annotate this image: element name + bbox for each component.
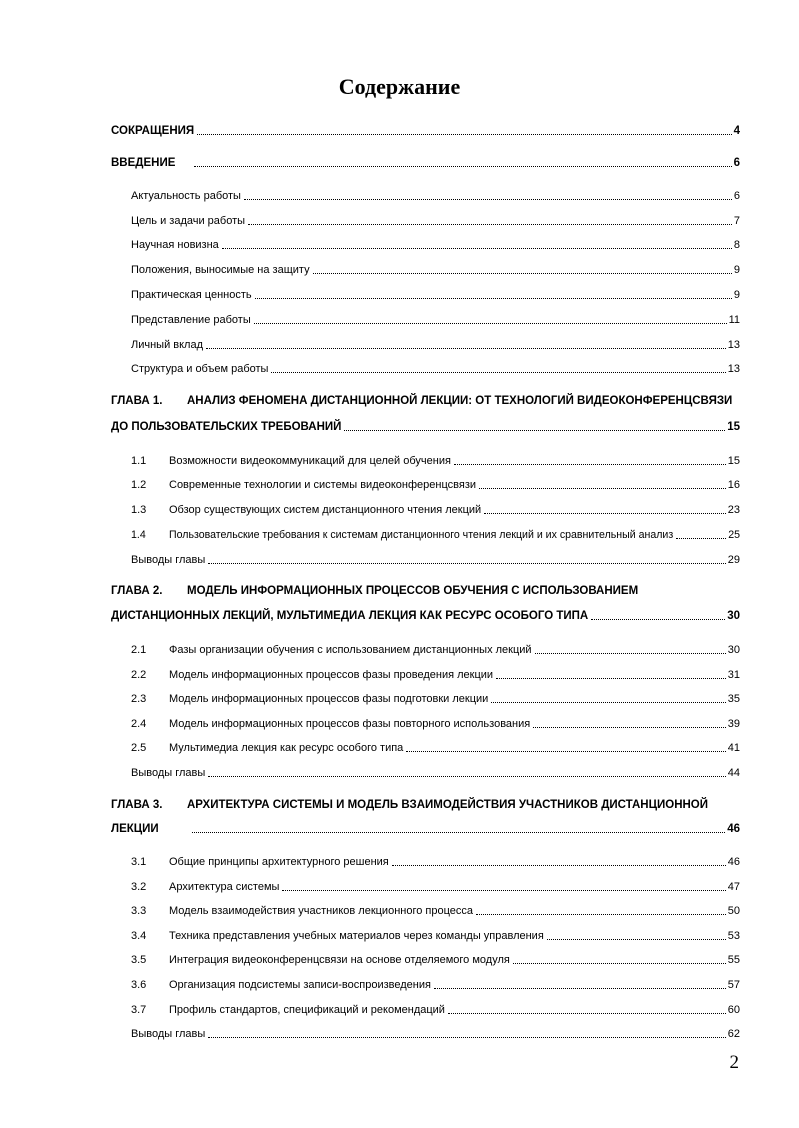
toc-entry-practical-value[interactable] <box>111 284 740 302</box>
toc-entry-contribution[interactable] <box>111 334 740 352</box>
chapter-title-line1: МОДЕЛЬ ИНФОРМАЦИОННЫХ ПРОЦЕССОВ ОБУЧЕНИЯ С ИСПОЛЬЗОВАНИЕМ <box>187 585 639 597</box>
toc-section-1-3[interactable] <box>111 499 740 517</box>
toc-section-1-2[interactable] <box>111 474 740 492</box>
toc-entry-label: Научная новизна <box>131 239 219 251</box>
chapter-number: ГЛАВА 1. <box>111 395 163 407</box>
section-number: 3.2 <box>131 881 147 893</box>
toc-entry-label: Мультимедиа лекция как ресурс особого типа <box>169 742 404 754</box>
toc-entry-page: 15 <box>727 421 740 433</box>
section-number: 2.1 <box>131 644 147 656</box>
toc-section-3-4[interactable] <box>111 925 740 943</box>
section-number: 3.6 <box>131 979 147 991</box>
toc-entry-page: 6 <box>733 157 740 169</box>
dot-leader <box>208 776 725 777</box>
toc-entry-page: 55 <box>727 954 740 966</box>
toc-entry-label: Цель и задачи работы <box>131 215 246 227</box>
dot-leader <box>192 832 726 833</box>
toc-entry-introduction[interactable] <box>111 152 740 170</box>
toc-entry-label: Актуальность работы <box>131 190 241 202</box>
toc-entry-label: Общие принципы архитектурного решения <box>169 856 389 868</box>
toc-section-1-1[interactable] <box>111 450 740 468</box>
toc-entry-label: Профиль стандартов, спецификаций и рекомендаций <box>169 1004 445 1016</box>
toc-entry-relevance[interactable] <box>111 185 740 203</box>
page-title: Содержание <box>338 74 461 99</box>
dot-leader <box>254 323 727 324</box>
dot-leader <box>282 890 725 891</box>
chapter-title-line2: ДО ПОЛЬЗОВАТЕЛЬСКИХ ТРЕБОВАНИЙ <box>111 421 342 433</box>
dot-leader <box>313 273 732 274</box>
toc-section-2-5[interactable] <box>111 737 740 755</box>
dot-leader <box>208 1037 725 1038</box>
dot-leader <box>271 372 725 373</box>
toc-entry-page: 62 <box>727 1028 740 1040</box>
toc-entry-page: 4 <box>733 125 740 137</box>
toc-entry-page: 15 <box>727 455 740 467</box>
toc-section-3-1[interactable] <box>111 851 740 869</box>
toc-entry-page: 39 <box>727 718 740 730</box>
toc-entry-label: Современные технологии и системы видеоконференцсвязи <box>169 479 477 491</box>
dot-leader <box>591 619 725 620</box>
toc-entry-goals[interactable] <box>111 210 740 228</box>
dot-leader <box>244 199 732 200</box>
toc-entry-page: 13 <box>727 339 740 351</box>
toc-section-3-5[interactable] <box>111 949 740 967</box>
toc-section-2-3[interactable] <box>111 688 740 706</box>
toc-entry-label: Модель информационных процессов фазы повторного использования <box>169 718 531 730</box>
toc-entry-label: Интеграция видеоконференцсвязи на основе отделяемого модуля <box>169 954 510 966</box>
dot-leader <box>476 914 726 915</box>
dot-leader <box>248 224 732 225</box>
chapter-title-line1: АРХИТЕКТУРА СИСТЕМЫ И МОДЕЛЬ ВЗАИМОДЕЙСТВИЯ УЧАСТНИКОВ ДИСТАНЦИОННОЙ <box>187 799 709 811</box>
toc-entry-page: 50 <box>727 905 740 917</box>
toc-entry-label: Фазы организации обучения с использованием дистанционных лекций <box>169 644 532 656</box>
dot-leader <box>255 298 732 299</box>
toc-entry-page: 6 <box>733 190 740 202</box>
chapter-title-line2: ЛЕКЦИИ <box>111 823 159 835</box>
toc-entry-label: Техника представления учебных материалов через команды управления <box>169 930 544 942</box>
toc-entry-label: Положения, выносимые на защиту <box>131 264 310 276</box>
section-number: 3.1 <box>131 856 147 868</box>
toc-chapter-3-heading[interactable] <box>111 794 740 812</box>
toc-section-3-3[interactable] <box>111 900 740 918</box>
toc-entry-page: 60 <box>727 1004 740 1016</box>
dot-leader <box>454 464 726 465</box>
section-number: 3.7 <box>131 1004 147 1016</box>
toc-section-2-2[interactable] <box>111 664 740 682</box>
toc-entry-page: 9 <box>733 289 740 301</box>
section-number: 1.3 <box>131 504 147 516</box>
toc-section-3-7[interactable] <box>111 999 740 1017</box>
section-number: 3.4 <box>131 930 147 942</box>
chapter-number: ГЛАВА 3. <box>111 799 163 811</box>
toc-entry-label: Выводы главы <box>131 1028 206 1040</box>
toc-entry-page: 47 <box>727 881 740 893</box>
section-number: 3.3 <box>131 905 147 917</box>
section-number: 1.2 <box>131 479 147 491</box>
section-number: 1.4 <box>131 529 146 541</box>
toc-section-2-4[interactable] <box>111 713 740 731</box>
section-number: 2.4 <box>131 718 147 730</box>
toc-entry-page: 23 <box>727 504 740 516</box>
toc-chapter-2-heading-cont[interactable] <box>111 605 740 623</box>
toc-chapter-2-heading[interactable] <box>111 580 740 598</box>
dot-leader <box>392 865 726 866</box>
dot-leader <box>194 166 731 167</box>
toc-entry-page: 8 <box>733 239 740 251</box>
toc-entry-presentation[interactable] <box>111 309 740 327</box>
toc-entry-page: 41 <box>727 742 740 754</box>
dot-leader <box>406 751 725 752</box>
toc-chapter-1-heading-cont[interactable] <box>111 416 740 434</box>
toc-entry-page: 30 <box>727 644 740 656</box>
toc-section-2-1[interactable] <box>111 639 740 657</box>
dot-leader <box>676 538 726 539</box>
dot-leader <box>448 1013 726 1014</box>
page-number: 2 <box>729 1052 739 1073</box>
toc-chapter-3-conclusions[interactable] <box>111 1023 740 1041</box>
dot-leader <box>484 513 726 514</box>
toc-entry-label: Возможности видеокоммуникаций для целей обучения <box>169 455 451 467</box>
toc-entry-label: Пользовательские требования к системам дистанционного чтения лекций и их сравнительный анализ <box>169 529 674 541</box>
toc-entry-label: СОКРАЩЕНИЯ <box>111 125 195 137</box>
toc-entry-label: Выводы главы <box>131 767 206 779</box>
toc-entry-page: 25 <box>728 529 740 541</box>
section-number: 2.3 <box>131 693 147 705</box>
toc-entry-label: ВВЕДЕНИЕ <box>111 157 176 169</box>
dot-leader <box>513 963 726 964</box>
dot-leader <box>533 727 726 728</box>
dot-leader <box>496 678 726 679</box>
section-number: 1.1 <box>131 455 147 467</box>
section-number: 2.5 <box>131 742 147 754</box>
dot-leader <box>222 248 732 249</box>
toc-entry-page: 46 <box>727 856 740 868</box>
section-number: 2.2 <box>131 669 147 681</box>
section-number: 3.5 <box>131 954 147 966</box>
chapter-number: ГЛАВА 2. <box>111 585 163 597</box>
toc-entry-page: 30 <box>727 610 740 622</box>
chapter-title-line2: ДИСТАНЦИОННЫХ ЛЕКЦИЙ, МУЛЬТИМЕДИА ЛЕКЦИЯ КАК РЕСУРС ОСОБОГО ТИПА <box>111 610 589 622</box>
toc-entry-page: 13 <box>727 363 740 375</box>
toc-entry-label: Выводы главы <box>131 554 206 566</box>
toc-entry-label: Обзор существующих систем дистанционного чтения лекций <box>169 504 482 516</box>
dot-leader <box>206 348 726 349</box>
toc-entry-page: 11 <box>728 314 740 326</box>
dot-leader <box>491 702 725 703</box>
toc-entry-label: Архитектура системы <box>169 881 280 893</box>
toc-chapter-2-conclusions[interactable] <box>111 762 740 780</box>
toc-entry-page: 57 <box>727 979 740 991</box>
dot-leader <box>344 430 725 431</box>
toc-section-1-4[interactable] <box>111 524 740 542</box>
toc-entry-abbreviations[interactable] <box>111 120 740 138</box>
toc-chapter-3-heading-cont[interactable] <box>111 818 740 836</box>
toc-entry-label: Структура и объем работы <box>131 363 269 375</box>
toc-chapter-1-heading[interactable] <box>111 390 740 408</box>
toc-entry-label: Модель взаимодействия участников лекционного процесса <box>169 905 474 917</box>
toc-section-3-6[interactable] <box>111 974 740 992</box>
dot-leader <box>434 988 726 989</box>
toc-entry-label: Представление работы <box>131 314 251 326</box>
dot-leader <box>208 563 725 564</box>
toc-section-3-2[interactable] <box>111 876 740 894</box>
toc-chapter-1-conclusions[interactable] <box>111 549 740 567</box>
toc-entry-page: 9 <box>733 264 740 276</box>
toc-entry-novelty[interactable] <box>111 234 740 252</box>
toc-entry-label: Организация подсистемы записи-воспроизведения <box>169 979 431 991</box>
toc-entry-page: 16 <box>727 479 740 491</box>
toc-entry-page: 53 <box>727 930 740 942</box>
toc-entry-page: 44 <box>727 767 740 779</box>
toc-entry-page: 35 <box>727 693 740 705</box>
toc-entry-page: 7 <box>733 215 740 227</box>
dot-leader <box>197 134 731 135</box>
dot-leader <box>535 653 726 654</box>
dot-leader <box>547 939 726 940</box>
toc-entry-defense-points[interactable] <box>111 259 740 277</box>
toc-entry-page: 46 <box>727 823 740 835</box>
toc-entry-structure[interactable] <box>111 358 740 376</box>
toc-entry-page: 31 <box>727 669 740 681</box>
toc-entry-label: Модель информационных процессов фазы подготовки лекции <box>169 693 489 705</box>
toc-entry-label: Личный вклад <box>131 339 204 351</box>
toc-entry-label: Модель информационных процессов фазы проведения лекции <box>169 669 494 681</box>
chapter-title-line1: АНАЛИЗ ФЕНОМЕНА ДИСТАНЦИОННОЙ ЛЕКЦИИ: ОТ ТЕХНОЛОГИЙ ВИДЕОКОНФЕРЕНЦСВЯЗИ <box>187 395 733 407</box>
toc-entry-page: 29 <box>727 554 740 566</box>
toc-entry-label: Практическая ценность <box>131 289 252 301</box>
dot-leader <box>479 488 726 489</box>
